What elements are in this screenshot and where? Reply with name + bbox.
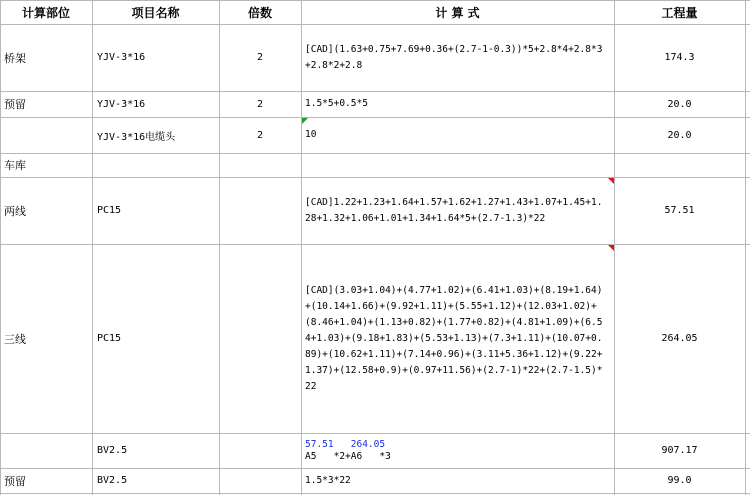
- cell-formula[interactable]: [CAD]1.22+1.23+1.64+1.57+1.62+1.27+1.43+1.07+1.45+1.28+1.32+1.06+1.01+1.34+1.64*5+(2.7-1.3)*22: [305, 196, 603, 224]
- cell-quantity[interactable]: 99.0: [667, 475, 692, 486]
- cell-item[interactable]: PC15: [97, 333, 122, 344]
- cell-location[interactable]: 车库: [4, 159, 26, 172]
- header-item[interactable]: 项目名称: [131, 5, 180, 20]
- cell-location[interactable]: [0, 117, 92, 153]
- cell-quantity[interactable]: 20.0: [667, 98, 692, 110]
- cell-location[interactable]: 三线: [4, 332, 26, 346]
- header-formula[interactable]: 计 算 式: [435, 5, 480, 20]
- cell-item[interactable]: PC15: [97, 205, 122, 216]
- cell-item[interactable]: BV2.5: [97, 475, 128, 486]
- header-location[interactable]: 计算部位: [21, 5, 70, 20]
- cell-multiplier[interactable]: [219, 153, 301, 177]
- header-quantity[interactable]: 工程量: [661, 5, 698, 20]
- cell-quantity[interactable]: 57.51: [664, 205, 695, 216]
- grid-line: [745, 0, 746, 495]
- cell-location[interactable]: 预留: [4, 98, 26, 111]
- formula-expression: A5 *2+A6 *3: [305, 450, 391, 462]
- cell-multiplier[interactable]: [219, 244, 301, 433]
- cell-location[interactable]: 桥架: [4, 51, 26, 65]
- cell-formula[interactable]: [301, 433, 614, 468]
- cell-multiplier[interactable]: 2: [256, 52, 264, 63]
- cell-item[interactable]: BV2.5: [97, 445, 128, 456]
- cell-formula[interactable]: 1.5*3*22: [305, 474, 351, 486]
- cell-multiplier[interactable]: [219, 433, 301, 468]
- cell-formula[interactable]: 10: [305, 129, 317, 140]
- cell-multiplier[interactable]: 2: [256, 98, 264, 110]
- cell-location[interactable]: 预留: [4, 474, 26, 488]
- cell-item[interactable]: YJV-3*16: [97, 52, 146, 63]
- cell-formula[interactable]: [301, 153, 614, 177]
- header-multiplier[interactable]: 倍数: [247, 5, 272, 20]
- cell-formula[interactable]: [CAD](3.03+1.04)+(4.77+1.02)+(6.41+1.03)+(8.19+1.64)+(10.14+1.66)+(9.92+1.11)+(5.55+1.12)+(12.03+1.02)+(8.46+1.04)+(1.13+0.82)+(1.77+0.82)+(4.81+1.09)+(6.54+1.03)+(9.18+1.83)+(5.53+1.13)+(7.3+1.11)+(10.07+0.89)+(10.62+1.11)+(7.14+0.96)+(3.11+5.36+1.12)+(9.22+1.37)+(12.58+0.9)+(0.97+11.56)+(2.7-1)*22+(2.7-1.5)*22: [305, 284, 603, 392]
- error-indicator-icon: [302, 118, 308, 124]
- cell-quantity[interactable]: 20.0: [667, 129, 692, 141]
- cell-multiplier[interactable]: 2: [256, 129, 264, 141]
- cell-quantity[interactable]: 264.05: [661, 333, 698, 344]
- grid-line: [0, 493, 750, 494]
- cell-quantity[interactable]: 174.3: [664, 52, 695, 63]
- cell-formula[interactable]: [CAD](1.63+0.75+7.69+0.36+(2.7-1-0.3))*5+2.8*4+2.8*3+2.8*2+2.8: [305, 43, 603, 71]
- cell-multiplier[interactable]: [219, 468, 301, 493]
- cell-item[interactable]: [92, 153, 219, 177]
- formula-reference-values: 57.51 264.05: [305, 438, 386, 450]
- cell-formula[interactable]: 1.5*5+0.5*5: [305, 98, 368, 109]
- cell-multiplier[interactable]: [219, 177, 301, 244]
- cell-quantity[interactable]: 907.17: [661, 445, 698, 456]
- cell-location[interactable]: 两线: [4, 204, 26, 218]
- cell-location[interactable]: [0, 433, 92, 468]
- cell-quantity[interactable]: [614, 153, 745, 177]
- cell-item[interactable]: YJV-3*16电缆头: [97, 131, 176, 143]
- cell-item[interactable]: YJV-3*16: [97, 98, 146, 110]
